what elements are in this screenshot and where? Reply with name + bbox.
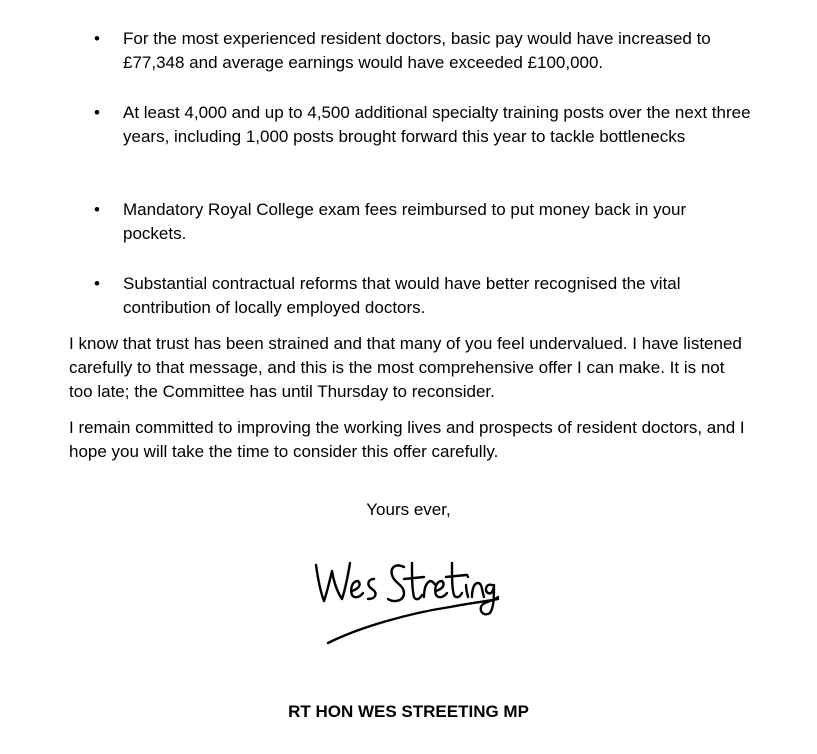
list-item <box>94 272 754 320</box>
bullet-icon: • <box>94 29 100 48</box>
closing-salutation: Yours ever, <box>366 500 451 519</box>
signatory-name: RT HON WES STREETING MP <box>288 702 529 721</box>
list-item-text: At least 4,000 and up to 4,500 additional specialty training posts over the next three years, including 1,000 posts brought forward this year to tackle bottlenecks <box>123 103 751 146</box>
body-paragraph: I remain committed to improving the working lives and prospects of resident doctors, and I hope you will take the time to consider this offer carefully. <box>69 418 745 461</box>
list-item-text: Mandatory Royal College exam fees reimbursed to put money back in your pockets. <box>123 200 687 243</box>
bullet-icon: • <box>94 200 100 219</box>
bullet-icon: • <box>94 274 100 293</box>
list-item <box>94 27 754 75</box>
list-item <box>94 101 754 149</box>
list-item-text: Substantial contractual reforms that would have better recognised the vital contribution of locally employed doctors. <box>123 274 681 317</box>
list-item <box>94 198 754 246</box>
list-item-text: For the most experienced resident doctors, basic pay would have increased to £77,348 and average earnings would have exceeded £100,000. <box>123 29 711 72</box>
body-paragraph: I know that trust has been strained and that many of you feel undervalued. I have listened carefully to that message, and this is the most comprehensive offer I can make. It is not too late; the Committee has until Thursday to reconsider. <box>69 334 742 401</box>
bullet-icon: • <box>94 103 100 122</box>
handwritten-signature <box>300 545 520 655</box>
